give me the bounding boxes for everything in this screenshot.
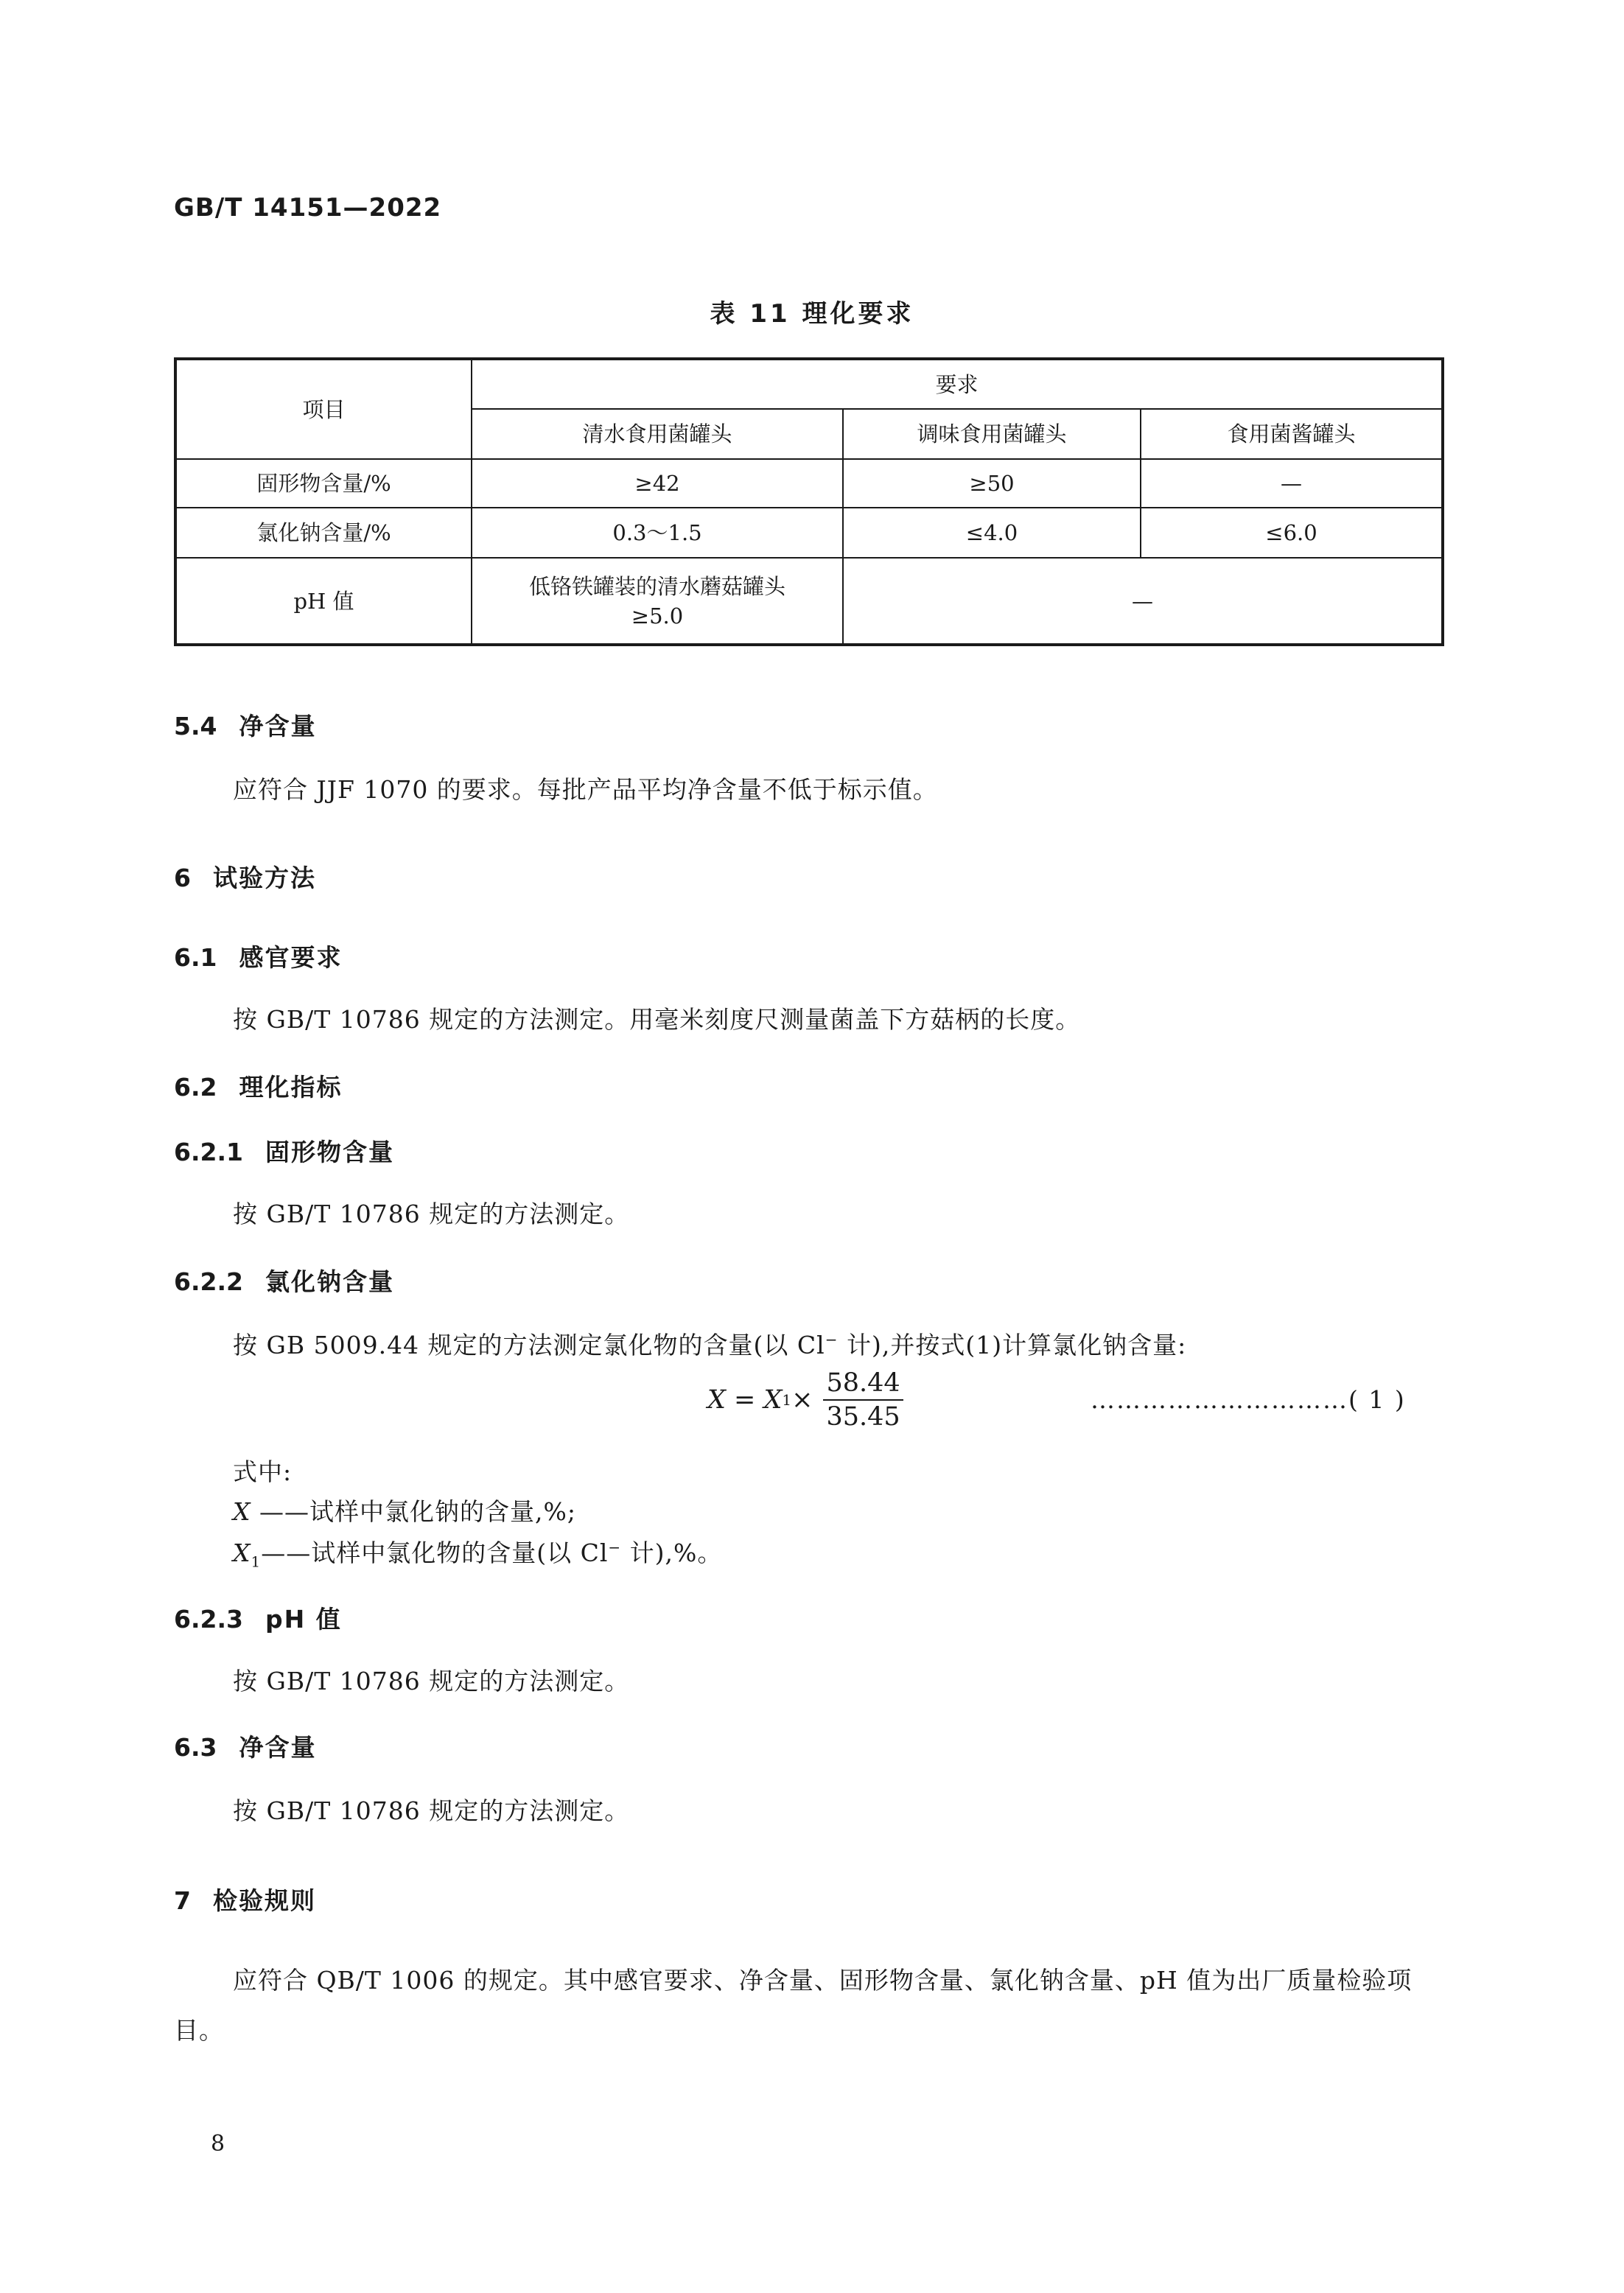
text-run: ——试样中氯化钠的含量,%; (251, 1497, 576, 1526)
section-number: 6.2.2 (174, 1267, 243, 1296)
section-number: 6.1 (174, 943, 217, 972)
table-cell: — (843, 558, 1443, 645)
paragraph (233, 1326, 1186, 1361)
formula-denominator: 35.45 (826, 1402, 900, 1432)
section-heading-5-4 (174, 707, 316, 742)
section-heading-6-2-3 (174, 1600, 342, 1635)
section-number: 5.4 (174, 712, 217, 741)
section-heading-6 (174, 859, 316, 894)
paragraph: 应符合 QB/T 1006 的规定。其中感官要求、净含量、固形物含量、氯化钠含量、pH 值为出厂质量检验项目。 (174, 1966, 1413, 2045)
section-heading-6-2-1 (174, 1133, 394, 1168)
table-cell: ≤4.0 (843, 508, 1141, 558)
paragraph: 应符合 JJF 1070 的要求。每批产品平均净含量不低于标示值。 (233, 775, 938, 804)
section-number: 6.2 (174, 1073, 217, 1102)
symbol: X (233, 1497, 251, 1526)
table-header-item: 项目 (175, 359, 472, 459)
text-run: ——试样中氯化物的含量(以 Cl (261, 1538, 609, 1567)
section-title: 理化指标 (239, 1073, 343, 1102)
section-number: 6.2.3 (174, 1605, 243, 1634)
section-title: pH 值 (265, 1605, 342, 1634)
table-subheader: 调味食用菌罐头 (843, 409, 1141, 459)
section-title: 净含量 (239, 712, 317, 741)
where-label: 式中: (233, 1457, 293, 1486)
table-subheader: 清水食用菌罐头 (472, 409, 843, 459)
section-heading-7 (174, 1882, 316, 1916)
section-heading-6-2 (174, 1068, 342, 1103)
paragraph: 按 GB/T 10786 规定的方法测定。 (233, 1667, 630, 1695)
section-heading-6-1 (174, 939, 342, 973)
formula-subscript: 1 (782, 1391, 792, 1409)
table-cell: ≥50 (843, 459, 1141, 508)
text-run: 计),并按式(1)计算氯化钠含量: (838, 1331, 1187, 1359)
where-item (233, 1493, 576, 1527)
paragraph: 按 GB/T 10786 规定的方法测定。用毫米刻度尺测量菌盖下方菇柄的长度。 (233, 1005, 1081, 1034)
section-number: 6.2.1 (174, 1138, 243, 1166)
superscript: − (608, 1538, 622, 1556)
equation-number: …………………………( 1 ) (1091, 1385, 1406, 1414)
paragraph: 按 GB/T 10786 规定的方法测定。 (233, 1796, 630, 1825)
table-cell: — (1141, 459, 1443, 508)
table-subheader: 食用菌酱罐头 (1141, 409, 1443, 459)
symbol: X (233, 1538, 251, 1567)
page-number: 8 (211, 2131, 225, 2157)
table-cell: ≤6.0 (1141, 508, 1443, 558)
table-cell-item: 固形物含量/% (175, 459, 472, 508)
table-cell-line: ≥5.0 (631, 603, 684, 629)
superscript: − (825, 1331, 839, 1348)
table-header-requirement: 要求 (472, 359, 1443, 409)
table-cell (472, 558, 843, 645)
formula-fraction (823, 1367, 903, 1433)
text-run: 按 GB 5009.44 规定的方法测定氯化物的含量(以 Cl (233, 1331, 825, 1359)
subscript: 1 (251, 1552, 262, 1571)
section-title: 试验方法 (212, 864, 316, 892)
text-run: 计),%。 (621, 1538, 723, 1567)
section-number: 6.3 (174, 1733, 217, 1762)
table-cell-item: pH 值 (175, 558, 472, 645)
formula-lhs: X = X (707, 1385, 783, 1415)
standard-code: GB/T 14151—2022 (174, 193, 442, 223)
table-cell-item: 氯化钠含量/% (175, 508, 472, 558)
formula-numerator: 58.44 (823, 1367, 903, 1401)
section-title: 检验规则 (212, 1886, 316, 1915)
table-cell-line: 低铬铁罐装的清水蘑菇罐头 (528, 573, 785, 599)
section-heading-6-3 (174, 1729, 316, 1763)
where-item (233, 1534, 722, 1571)
paragraph: 按 GB/T 10786 规定的方法测定。 (233, 1200, 630, 1228)
table-cell: 0.3～1.5 (472, 508, 843, 558)
section-title: 固形物含量 (265, 1138, 394, 1166)
section-title: 氯化钠含量 (265, 1267, 394, 1296)
table-row (175, 508, 1443, 558)
table-row (175, 558, 1443, 645)
table-title: 表 11 理化要求 (710, 299, 914, 329)
section-title: 感官要求 (239, 943, 343, 972)
section-heading-6-2-2 (174, 1263, 394, 1298)
formula-times: × (791, 1385, 813, 1415)
table-row (175, 459, 1443, 508)
section-title: 净含量 (239, 1733, 317, 1762)
section-number: 7 (174, 1886, 191, 1915)
equation-1 (707, 1367, 903, 1433)
section-number: 6 (174, 864, 191, 892)
requirements-table (174, 357, 1444, 646)
table-cell: ≥42 (472, 459, 843, 508)
